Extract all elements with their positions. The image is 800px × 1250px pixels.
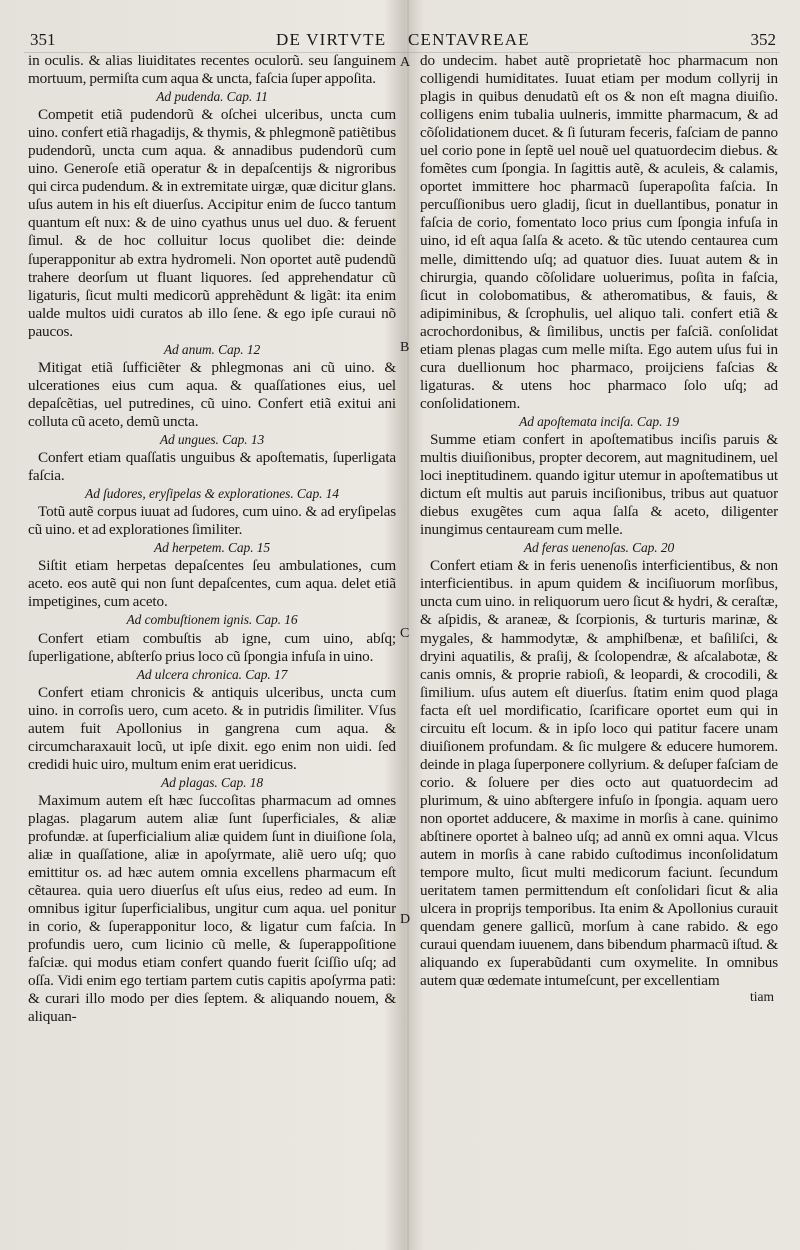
left-column: [28, 52, 396, 1232]
running-head: [0, 30, 800, 52]
margin-letter-d: D: [400, 912, 411, 927]
body-paragraph: Competit etiã pudendorũ & oſchei ulceribus, uncta cum uino. confert etiã rhagadijs, & thymis, & phlegmonẽ patiẽtibus pudendorũ, uncta cum aqua. & annadibus pudendorũ cum uino. Generoſe etiã operatur & in depaſcentijs & nigroribus qui circa pudendum. & in extremitate uirgæ, quæ dicitur glans. uſus autem in his eſt diuerſus. Accipitur enim de ſucco tantum quantum eſt nux: & de uino cyathus unus uel duo. & feruent ſimul. & de hoc colluitur locus quolibet die: deinde ſuperapponitur ab extra hydromeli. Non oportet autẽ pudendũ trahere deorſum ut fluant liquores. ſed apprehendatur cũ ligaturis, ſicut multi medicorũ apprehẽdunt & ligãt: ita enim ualde multos uidi curatos ab illo ſene. & ego ipſe curaui nõ paucos.: [28, 106, 396, 340]
chapter-heading: Ad feras uenenoſas. Cap. 20: [523, 540, 675, 556]
body-paragraph: Summe etiam confert in apoſtematibus inciſis paruis & multis diuiſionibus, propter decorem, aut magnitudinem, uel loci ineptitudinem. quando igitur utemur in apoſtematibus ut dictum eſt multis aut paruis inciſionibus, tribus aut quatuor diebus exugẽtes cum aqua ſalſa & aceto, diligenter inungimus centauream cum melle.: [420, 430, 778, 539]
body-paragraph: Confert etiam & in feris uenenoſis interficientibus, & non interficientibus. in apum quidem & inciſiuorum morſibus, uncta cum uino. in reliquorum uero ſicut & hydri, & ceraſtæ, & aſpidis, & araneæ, & ſcorpionis, & turturis marinæ, & mygales, & hammodytæ, & amphiſbenæ, et baſiliſci, & dryini aquatilis, & praſij, & ſcolopendræ, & aſcalabotæ, & canis omnis, & proprie rabioſi, & leopardi, & crocodili, & ſimilium. uſus autem eſt diuerſus. ſtatim enim quod plaga facta eſt uel mordificatio, ſcarificare oportet eum qui in circuitu eſt locum. & in ipſo loco qui patitur facere unam diuiſionem profundam. & ſic mulgere & educere humorem. deinde in plaga ſuperponere collyrium. & deſuper faſciam de corio. & ſoluere per dies octo aut quatuordecim ad plurimum, & uino abſtergere infuſo in ſpongia. aquam uero non oportet adducere, & maxime in morſis à cane. quinimo abſtinere oportet à balneo uſq; ad annũ ex omni aqua. Vlcus autem in morſis à cane rabido cuſtodimus inconſolidatum tempore multo, ſicut multi medicorum faciunt. ſecundum ueritatem tamen permittendum eſt conſolidari ſicut & alia ulcera in proprijs temporibus. Ita enim & Apollonius curauit quendam genere gallicũ, morſum à cane rabido. & ego curaui quendam iuuenem, dans bibendum pharmacũ iſtud. & aliquando ex ſuperabũdanti cum oxymelite. In omnibus autem quæ œdemate intumeſcunt, per excellentiam: [420, 557, 778, 990]
chapter-heading: Ad ſudores, eryſipelas & explorationes. Cap. 14: [85, 486, 339, 502]
body-paragraph: Totũ autẽ corpus iuuat ad ſudores, cum uino. & ad eryſipelas cũ uino. et ad explorationes ſimiliter.: [28, 503, 396, 539]
body-paragraph: Confert etiam chronicis & antiquis ulceribus, uncta cum uino. in corroſis uero, cum aceto. & in putridis ſimiliter. Vſus autem fuit Apollonius in gangrena cum aqua. & circumcharaxauit locũ, ut ipſe dixit. ego enim non uidi. ſed credidi huic uiro, multum enim erat ueridicus.: [28, 683, 396, 773]
chapter-heading: Ad combuſtionem ignis. Cap. 16: [126, 612, 298, 628]
chapter-heading: Ad herpetem. Cap. 15: [153, 540, 271, 556]
running-title-right: CENTAVREAE: [408, 30, 530, 49]
body-paragraph: Maximum autem eſt hæc ſuccoſitas pharmacum ad omnes plagas. plagarum autem aliæ ſunt ſuperficiales, & aliæ profundæ. at ſuperficialium aliæ quidem ſunt in diuiſione ſola, aliæ in quaſſatione, aliæ in apoſyrmate, aliẽ uero uſq; quo emittitur os. ad hæc autem omnia excellens pharmacum eſt cẽtaurea. quia uero diuerſus eſt uſus eius, redeo ad eum. In omnibus igitur ſuperficialibus, ungitur cum aqua. uel ponitur in corio, & ſuperapponitur loco, & ligatur cum faſcia. In profundis uero, cum licinio cũ melle, & ſuperappoſitione faſciæ. qui modus etiam confert quando fuerit ſciſſio uſq; ad oſſa. Vidi enim ego tertiam partem cutis capitis apoſyrma pati: & curari illo modo per dies ſeptem. & aliquando nouem, & aliquan-: [28, 791, 396, 1026]
chapter-heading: Ad plagas. Cap. 18: [160, 774, 264, 790]
running-title-left: DE VIRTVTE: [276, 30, 387, 49]
body-paragraph: do undecim. habet autẽ proprietatẽ hoc pharmacum non colligendi humiditates. Iuuat etiam per modum collyrij in plagis in quibus denudatũ eſt os & non eſt magna diuiſio. colligens enim tubalia uulneris, immitte pharmacum, & ad cõſolidationem ducet. & ſi ſuturam feceris, faſciam de panno uel corio pone in ſeptẽ uel nouẽ uel quatuordecim diebus. & fomẽtes cum ſpongia. In ſagittis autẽ, & aculeis, & calamis, oportet immittere hoc pharmacũ ſuperapoſita faſcia. In percuſſionibus uero gladij, ſicut in duellantibus, ponatur in faſcia de corio, fomentato loco prius cum ſpongia infuſa in uino, id eſt aqua ſalſa & aceto. & tũc utendo centaurea cum melle, dimittendo uſq; ad quatuor dies. Iuuat autem & in chirurgia, quando cõſolidare uoluerimus, poſita in faſcia, ſicut in colobomatibus, & atheromatibus, & fauis, & adipiminibus, & ſcrophulis, uel aliquo tali. confert etiã & acrochordonibus, & ſimilibus, unctis per faſciã. conſolidat etiam plenas plagas cum melle miſta. Ego autem uſus fui in cura duellionum hoc pharmaco, proijciens faſcias & ligaturas. & utens hoc pharmaco ſolo uſq; ad conſolidationem.: [420, 52, 778, 412]
body-paragraph: Mitigat etiã ſufficiẽter & phlegmonas ani cũ uino. & ulcerationes eius cum aqua. & quaſſationes eius, uel depaſcẽtias, uel putredines, cũ uino. Confert etiã exitui ani colluta cũ aceto, demũ uncta.: [28, 358, 396, 430]
margin-letter-b: B: [400, 340, 410, 355]
body-paragraph: Siſtit etiam herpetas depaſcentes ſeu ambulationes, cum aceto. eos autẽ qui non ſunt depaſcentes, cum aqua. delet etiã impetigines, cum aceto.: [28, 557, 396, 611]
chapter-heading: Ad ulcera chronica. Cap. 17: [136, 666, 288, 682]
chapter-heading: Ad pudenda. Cap. 11: [156, 89, 268, 105]
margin-letter-c: C: [400, 626, 410, 641]
margin-letter-a: A: [400, 55, 411, 70]
body-paragraph: Confert etiam quaſſatis unguibus & apoſtematis, ſuperligata faſcia.: [28, 449, 396, 485]
folio-left: 351: [30, 30, 56, 49]
right-column: [420, 52, 778, 1247]
body-paragraph: Confert etiam combuſtis ab igne, cum uino, abſq; ſuperligatione, abſterſo prius loco cũ ſpongia infuſa in uino.: [28, 629, 396, 665]
catchword: tiam: [750, 989, 774, 1005]
chapter-heading: Ad ungues. Cap. 13: [159, 431, 265, 447]
chapter-heading: Ad apoſtemata inciſa. Cap. 19: [519, 413, 679, 429]
body-paragraph: in oculis. & alias liuiditates recentes oculorũ. seu ſanguinem mortuum, permiſta cum aqua & uncta, faſcia ſuper appoſita.: [28, 52, 396, 88]
chapter-heading: Ad anum. Cap. 12: [163, 341, 261, 357]
gutter-divider: [407, 0, 409, 1250]
folio-right: 352: [750, 30, 776, 49]
